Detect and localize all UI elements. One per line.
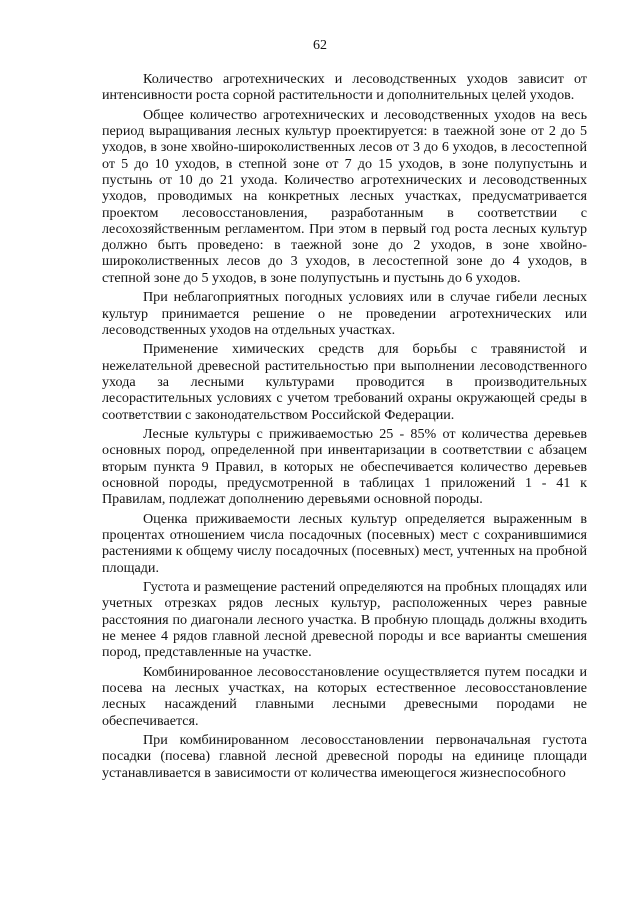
paragraph-combined-reforestation: Комбинированное лесовосстановление осуществляется путем посадки и посева на лесных участках, на которых естественное лесовосстановление лесных насаждений главными лесными древесными породами не обеспечивается. <box>102 663 587 729</box>
paragraph-total-care-by-zone: Общее количество агротехнических и лесоводственных уходов на весь период выращивания лесных культур проектируется: в таежной зоне от 2 до 5 уходов, в зоне хвойно-широколиственных лесов от 3 до 6 уходов, в лесостепной от 5 до 10 уходов, в степной зоне от 7 до 15 уходов, в зоне полупустынь и пустынь от 10 до 21 ухода. Количество агротехнических и лесоводственных уходов, проводимых на конкретных лесных участках, предусматривается проектом лесовосстановления, разработанным в соответствии с лесохозяйственным регламентом. При этом в первый год роста лесных культур должно быть проведено: в таежной зоне до 2 уходов, в зоне хвойно-широколиственных лесов до 3 уходов, в лесостепной зоне до 4 уходов, в степной зоне до 5 уходов, в зоне полупустынь и пустынь до 6 уходов. <box>102 106 587 286</box>
paragraph-chemical-agents: Применение химических средств для борьбы с травянистой и нежелательной древесной растительностью при выполнении лесоводственного ухода за лесными культурами проводится в производительных лесорастительных условиях с учетом требований охраны окружающей среды в соответствии с законодательством Российской Федерации. <box>102 341 587 423</box>
paragraph-survival-assessment: Оценка приживаемости лесных культур определяется выраженным в процентах отношением числа посадочных (посевных) мест с сохранившимися растениями к общему числу посадочных (посевных) мест, учтенных на пробной площади. <box>102 510 587 576</box>
page-body <box>102 71 587 784</box>
page-number: 62 <box>313 38 327 53</box>
paragraph-survival-supplement: Лесные культуры с приживаемостью 25 - 85% от количества деревьев основных пород, определенной при инвентаризации в соответствии с абзацем вторым пункта 9 Правил, в которых не обеспечивается количество деревьев основной породы, предусмотренной в таблицах 1 приложений 1 - 41 к Правилам, подлежат дополнению деревьями основной породы. <box>102 425 587 508</box>
paragraph-care-count: Количество агротехнических и лесоводственных уходов зависит от интенсивности роста сорной растительности и дополнительных целей уходов. <box>102 71 587 104</box>
paragraph-adverse-weather: При неблагоприятных погодных условиях или в случае гибели лесных культур принимается решение о не проведении агротехнических или лесоводственных уходов на отдельных участках. <box>102 289 587 338</box>
paragraph-initial-density: При комбинированном лесовосстановлении первоначальная густота посадки (посева) главной лесной древесной породы на единице площади устанавливается в зависимости от количества имеющегося жизнеспособного <box>102 732 587 781</box>
paragraph-density-placement: Густота и размещение растений определяются на пробных площадях или учетных отрезках рядов лесных культур, расположенных через равные расстояния по диагонали лесного участка. В пробную площадь должны входить не менее 4 рядов главной лесной древесной породы и все варианты смешения пород, представленные на участке. <box>102 579 587 661</box>
